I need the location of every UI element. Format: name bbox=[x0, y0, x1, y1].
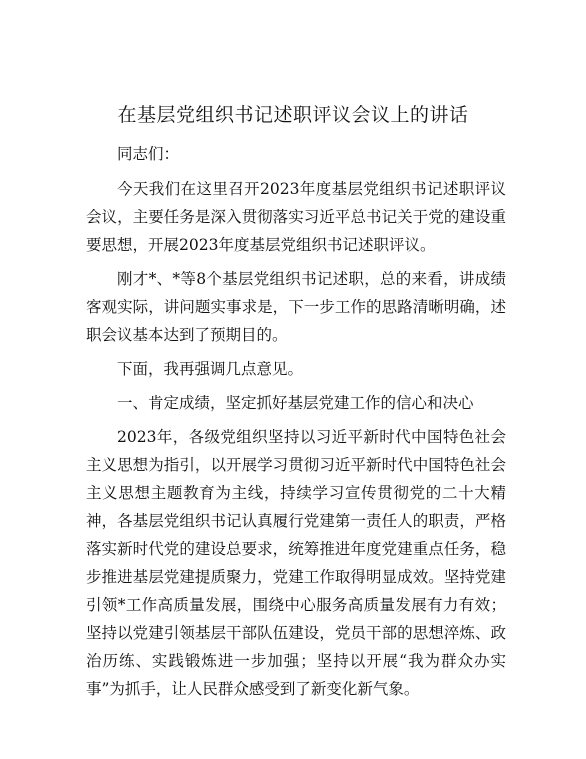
document-body bbox=[86, 140, 506, 709]
section-heading: 一、肯定成绩，坚定抓好基层党建工作的信心和决心 bbox=[117, 394, 474, 412]
document-title: 在基层党组织书记述职评议会议上的讲话 bbox=[117, 104, 469, 126]
paragraph-opening: 今天我们在这里召开2023年度基层党组织书记述职评议会议，主要任务是深入贯彻落实习近平总书记关于党的建设重要思想，开展2023年度基层党组织书记述职评议。 bbox=[86, 180, 506, 254]
paragraph-transition: 下面，我再强调几点意见。 bbox=[117, 360, 304, 378]
greeting: 同志们： bbox=[117, 145, 180, 163]
section-paragraph: 2023年，各级党组织坚持以习近平新时代中国特色社会主义思想为指引，以开展学习贯彻习近平新时代中国特色社会主义思想主题教育为主线，持续学习宣传贯彻党的二十大精神，各基层党组织书记认真履行党建第一责任人的职责，严格落实新时代党的建设总要求，统筹推进年度党建重点任务，稳步推进基层党建提质聚力，党建工作取得明显成效。坚持党建引领*工作高质量发展，围绕中心服务高质量发展有力有效；坚持以党建引领基层干部队伍建设，党员干部的思想淬炼、政治历练、实践锻炼进一步加强；坚持以开展“我为群众办实事”为抓手，让人民群众感受到了新变化新气象。 bbox=[86, 428, 506, 698]
paragraph-review: 刚才*、*等8个基层党组织书记述职，总的来看，讲成绩客观实际，讲问题实事求是，下一步工作的思路清晰明确，述职会议基本达到了预期目的。 bbox=[86, 270, 506, 344]
